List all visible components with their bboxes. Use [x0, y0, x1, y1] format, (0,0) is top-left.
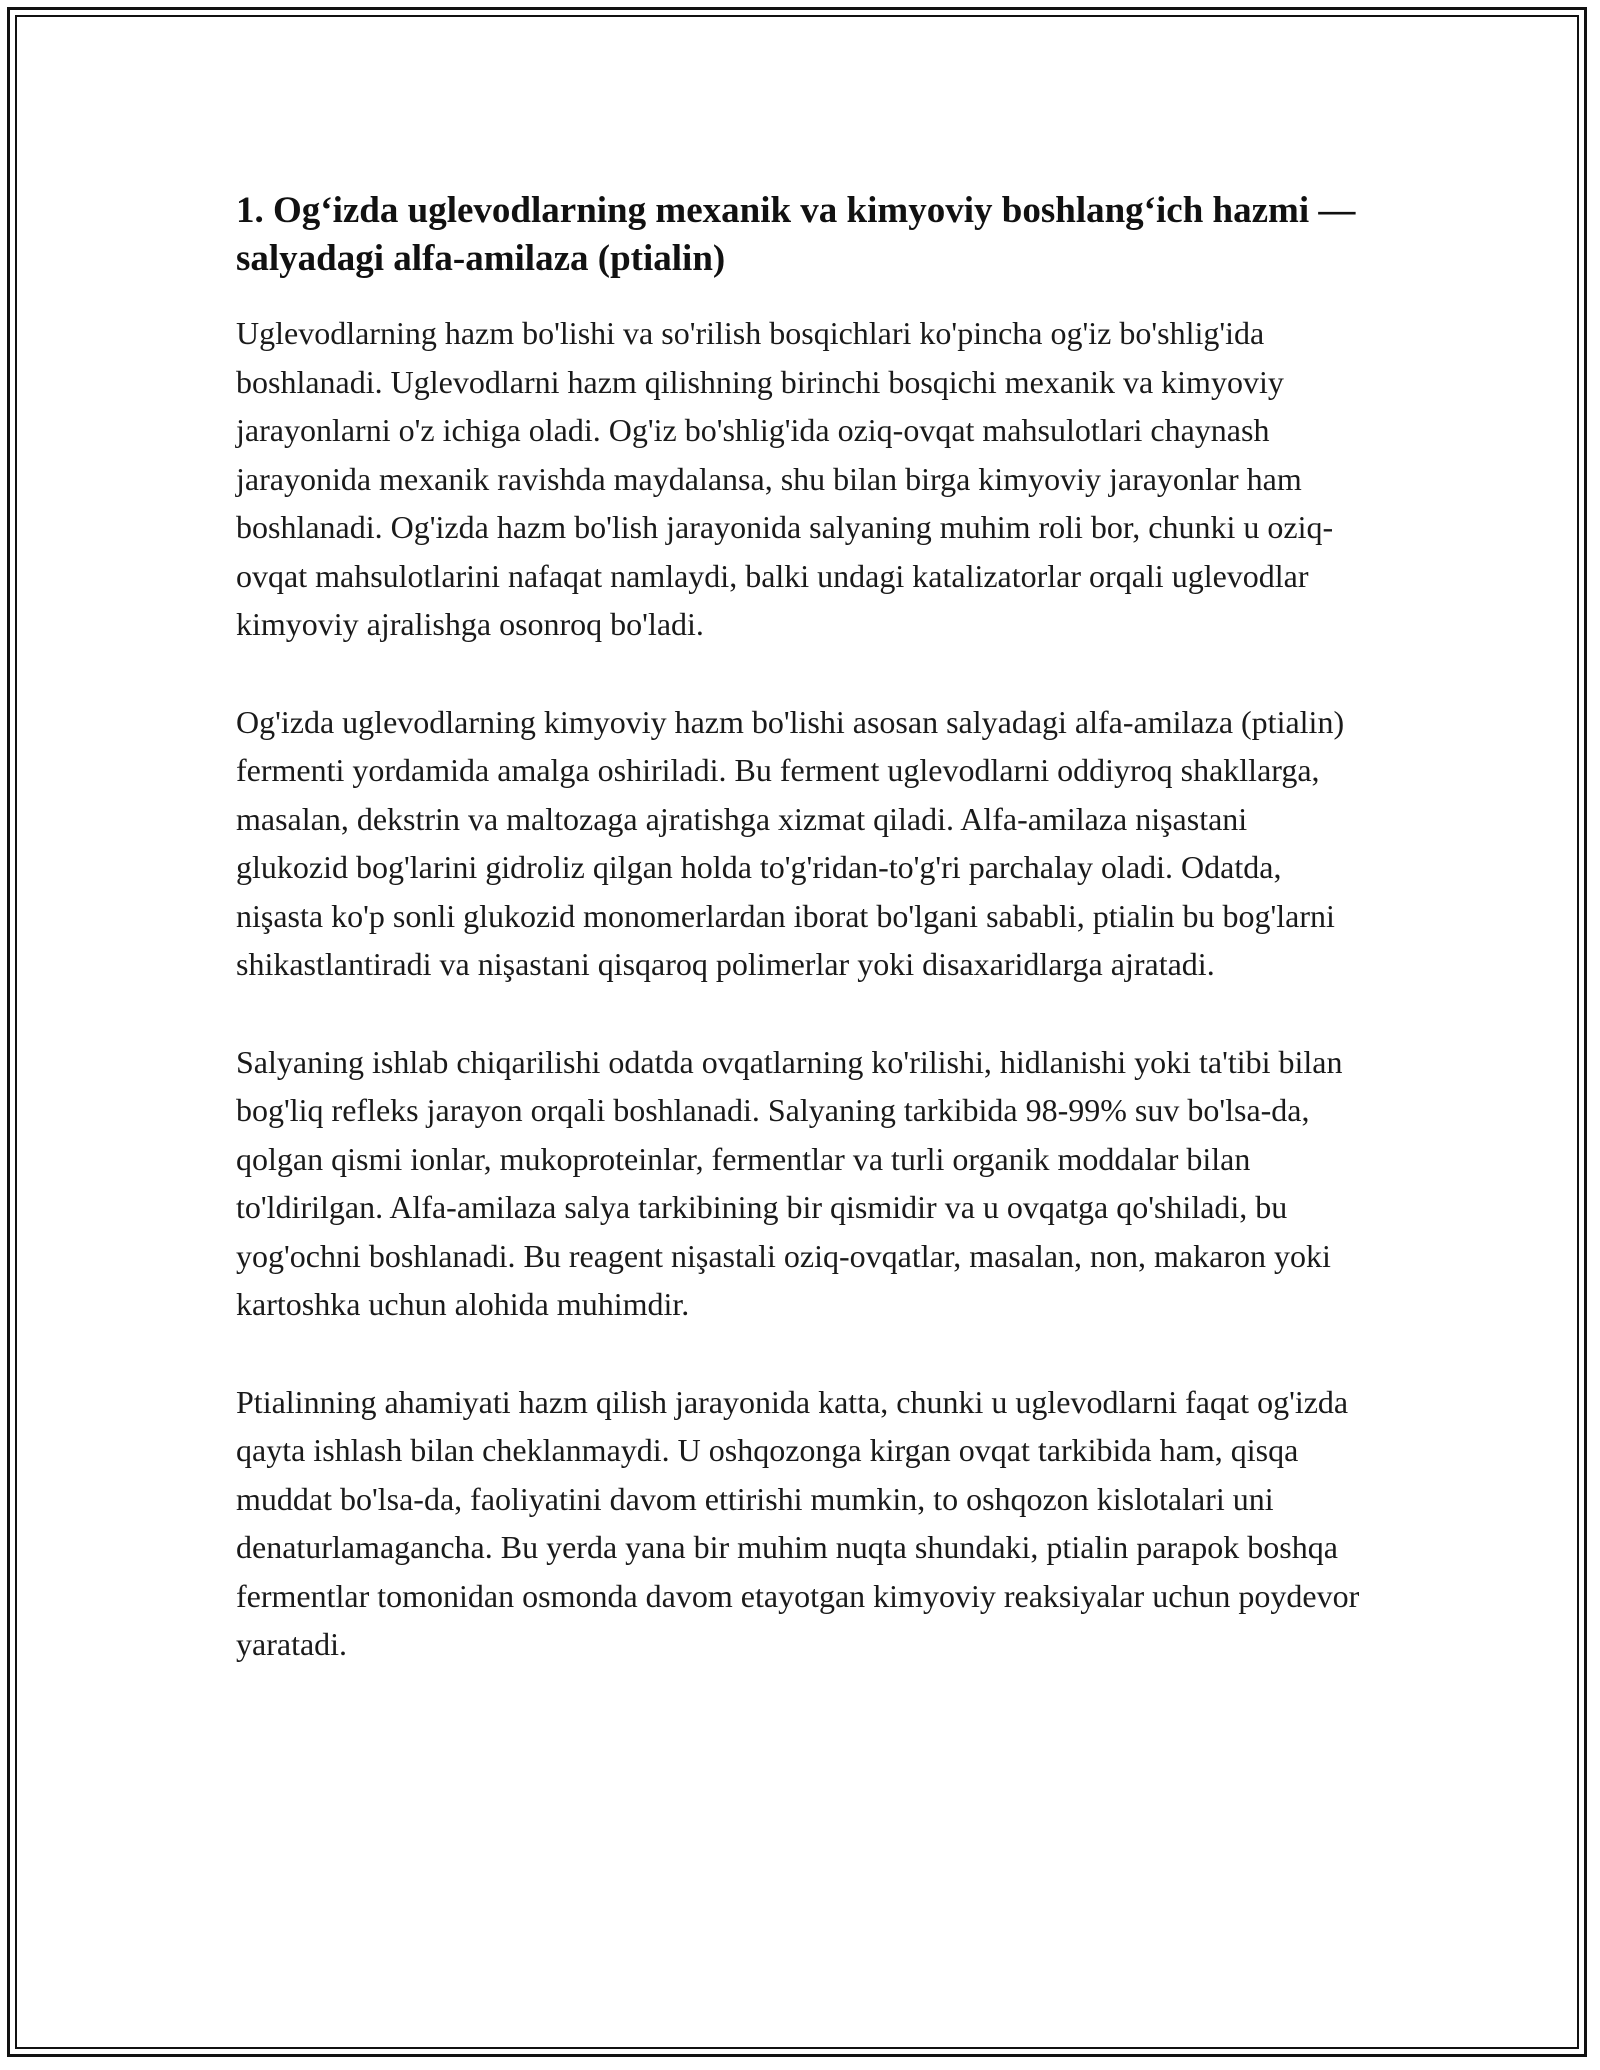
paragraph-2: Og'izda uglevodlarning kimyoviy hazm bo'lishi asosan salyadagi alfa-amilaza (ptialin) fermenti yordamida amalga oshiriladi. Bu ferment uglevodlarni oddiyroq shakllarga, masalan, dekstrin va maltozaga ajratishga xizmat qiladi. Alfa-amilaza nişastani glukozid bog'larini gidroliz qilgan holda to'g'ridan-to'g'ri parchalay oladi. Odatda, nişasta ko'p sonli glukozid monomerlardan iborat bo'lgani sababli, ptialin bu bog'larni shikastlantiradi va nişastani qisqaroq polimerlar yoki disaxaridlarga ajratadi.	[236, 703, 1345, 982]
paragraph-3: Salyaning ishlab chiqarilishi odatda ovqatlarning ko'rilishi, hidlanishi yoki ta'tibi bilan bog'liq refleks jarayon orqali boshlanadi. Salyaning tarkibida 98-99% suv bo'lsa-da, qolgan qismi ionlar, mukoproteinlar, fermentlar va turli organik moddalar bilan to'ldirilgan. Alfa-amilaza salya tarkibining bir qismidir va u ovqatga qo'shiladi, bu yog'ochni boshlanadi. Bu reagent nişastali oziq-ovqatlar, masalan, non, makaron yoki kartoshka uchun alohida muhimdir.	[236, 1043, 1343, 1322]
section-heading: 1. Og‘izda uglevodlarning mexanik va kimyoviy boshlang‘ich hazmi — salyadagi alfa-amilaza (ptialin)	[236, 190, 1356, 279]
paragraph-4: Ptialinning ahamiyati hazm qilish jarayonida katta, chunki u uglevodlarni faqat og'izda qayta ishlash bilan cheklanmaydi. U oshqozonga kirgan ovqat tarkibida ham, qisqa muddat bo'lsa-da, faoliyatini davom ettirishi mumkin, to oshqozon kislotalari uni denaturlamagancha. Bu yerda yana bir muhim nuqta shundaki, ptialin parapok boshqa fermentlar tomonidan osmonda davom etayotgan kimyoviy reaksiyalar uchun poydevor yaratadi.	[236, 1383, 1360, 1662]
document-body	[236, 187, 1366, 1718]
paragraph-1: Uglevodlarning hazm bo'lishi va so'rilish bosqichlari ko'pincha og'iz bo'shlig'ida boshlanadi. Uglevodlarni hazm qilishning birinchi bosqichi mexanik va kimyoviy jarayonlarni o'z ichiga oladi. Og'iz bo'shlig'ida oziq-ovqat mahsulotlari chaynash jarayonida mexanik ravishda maydalansa, shu bilan birga kimyoviy jarayonlar ham boshlanadi. Og'izda hazm bo'lish jarayonida salyaning muhim roli bor, chunki u oziq-ovqat mahsulotlarini nafaqat namlaydi, balki undagi katalizatorlar orqali uglevodlar kimyoviy ajralishga osonroq bo'ladi.	[236, 315, 1334, 642]
